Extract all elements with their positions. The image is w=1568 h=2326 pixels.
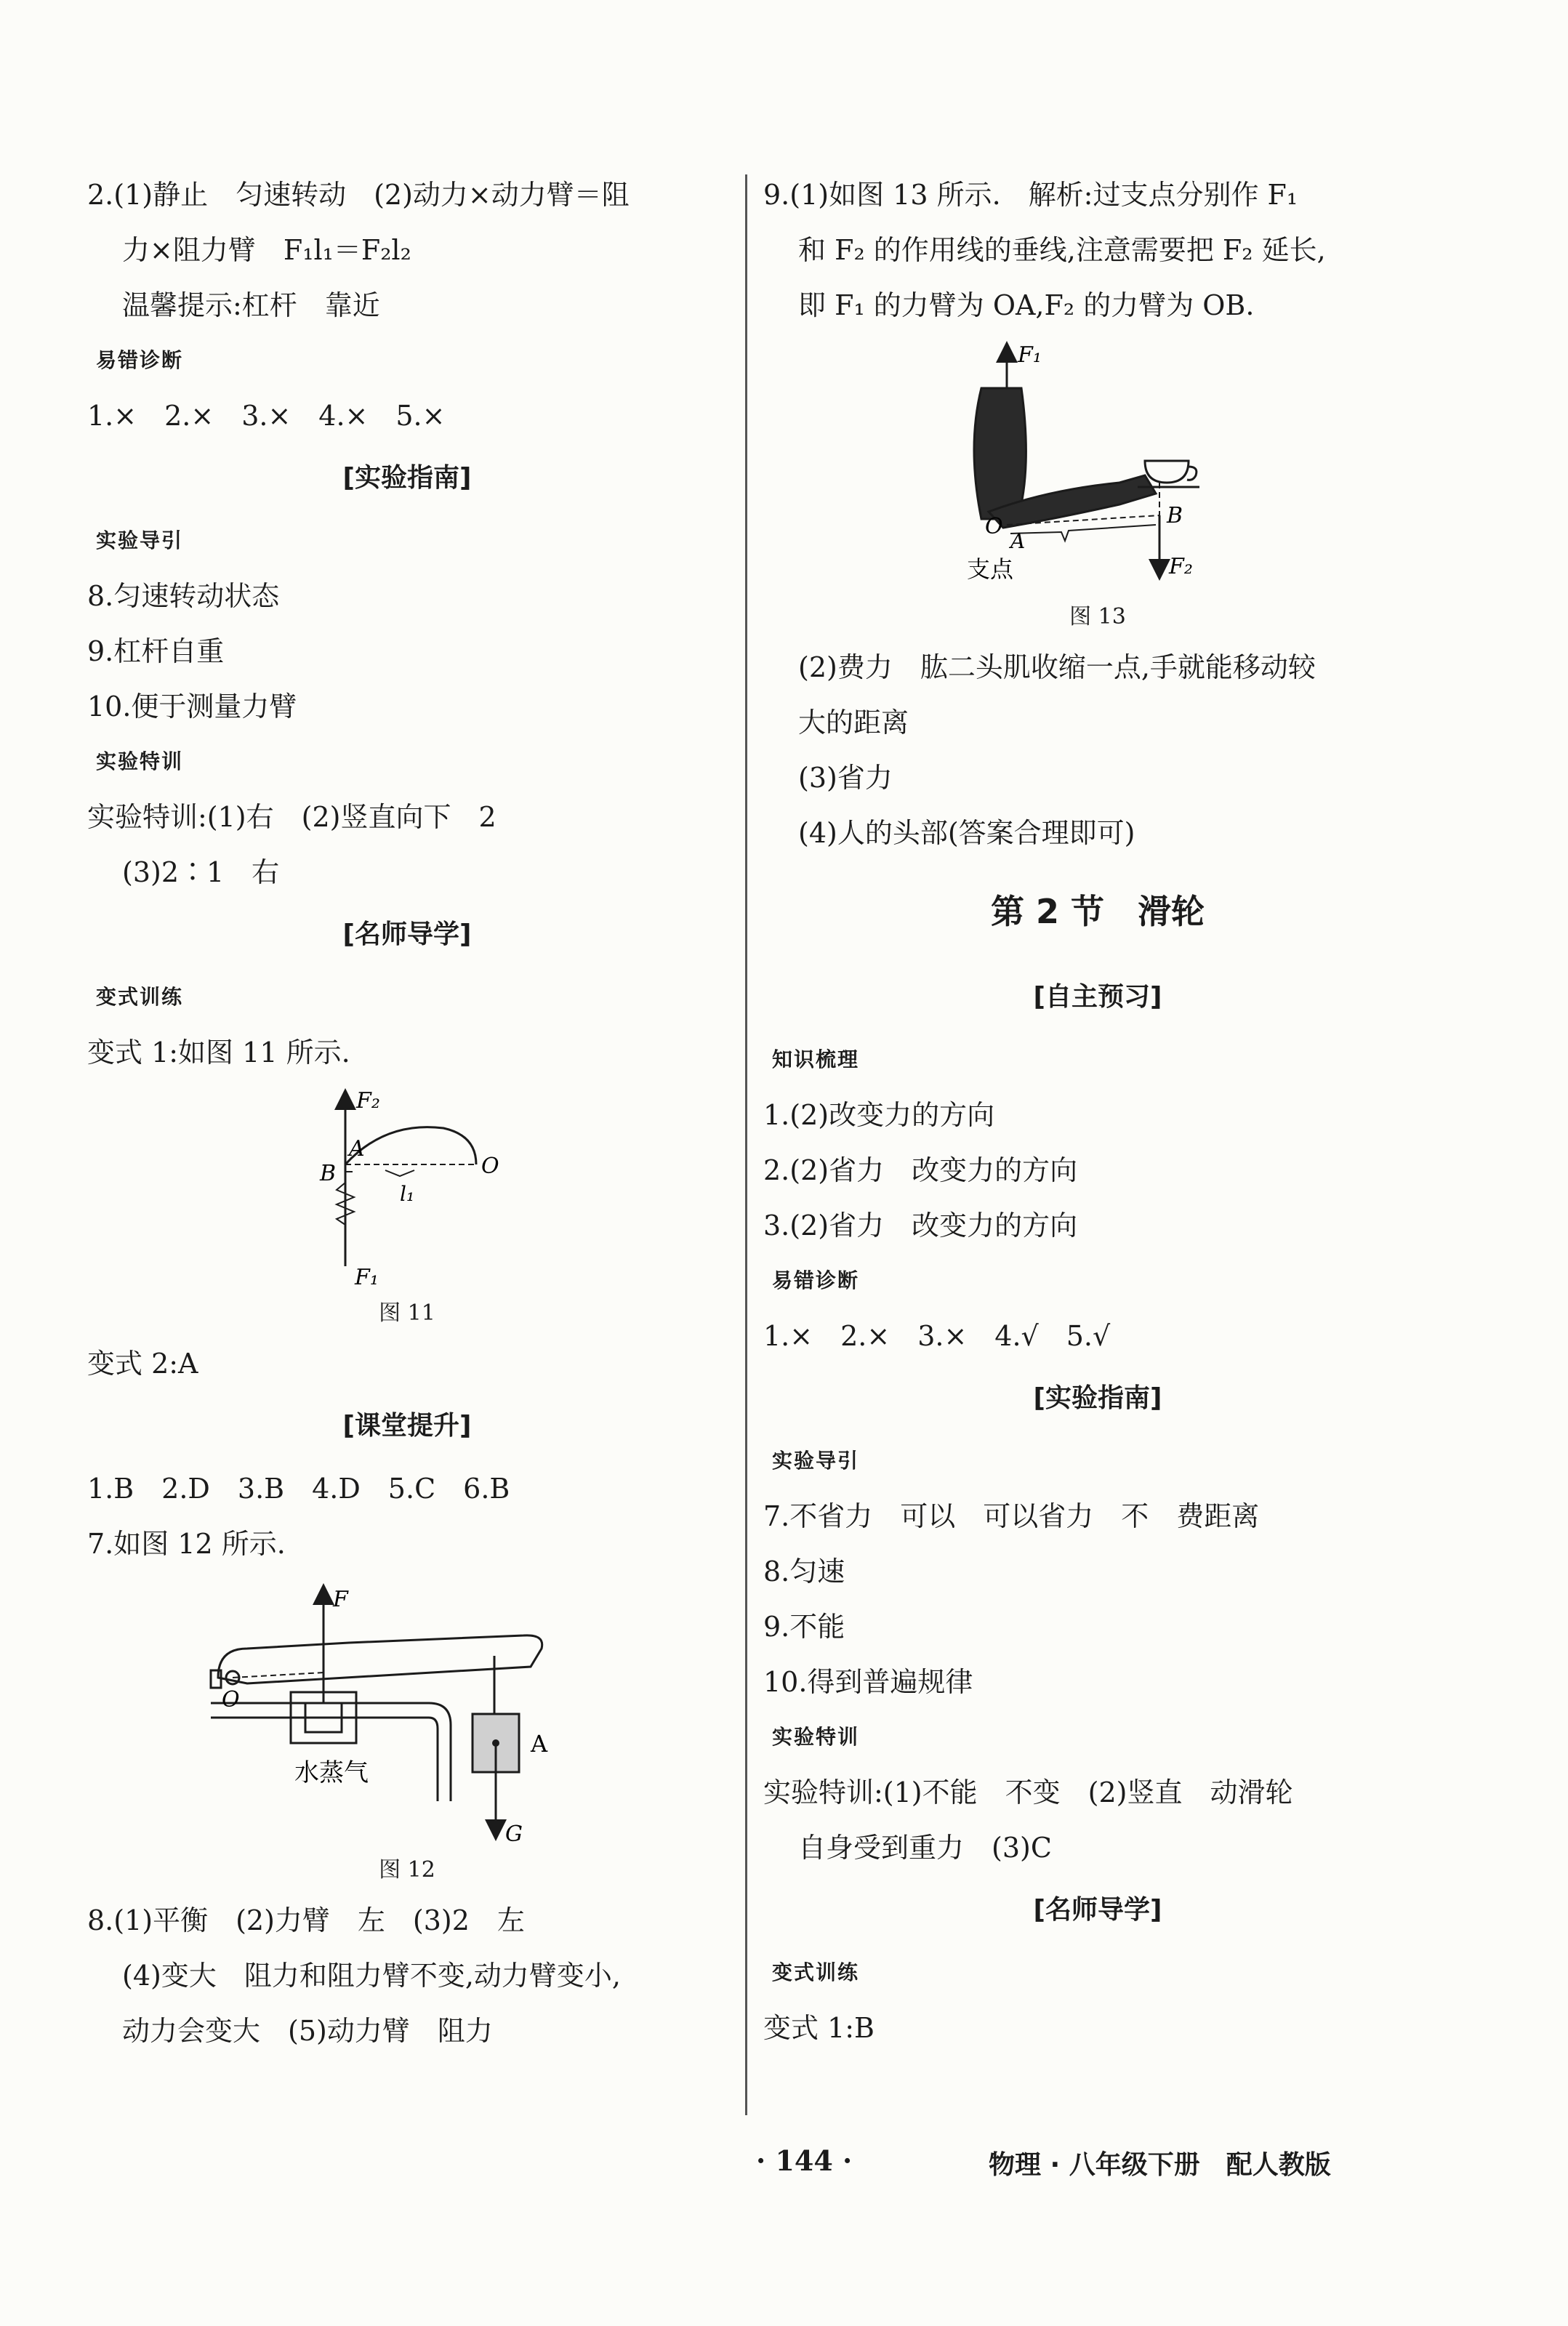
answer-line: 1.(2)改变力的方向 xyxy=(763,1099,995,1131)
section-ketang: [课堂提升] xyxy=(342,1411,472,1441)
label-daoyin: 实验导引 xyxy=(96,528,184,552)
answer-line: (3)省力 xyxy=(798,762,893,794)
answer-line: 1.B 2.D 3.B 4.D 5.C 6.B xyxy=(87,1473,510,1505)
answer-line: 9.不能 xyxy=(763,1611,845,1643)
f-label: F xyxy=(333,1587,348,1612)
pivot-label: 支点 xyxy=(967,555,1014,583)
answer-line: 2.(2)省力 改变力的方向 xyxy=(763,1154,1078,1186)
f1-label: F₁ xyxy=(1018,342,1042,368)
answer-line: 8.(1)平衡 (2)力臂 左 (3)2 左 xyxy=(87,1904,525,1936)
book-title: 物理 · 八年级下册 配人教版 xyxy=(989,2150,1331,2180)
answer-line: 9.杠杆自重 xyxy=(87,635,225,667)
right-column xyxy=(763,167,1432,2056)
o-label: O xyxy=(481,1154,499,1179)
answer-line: 动力会变大 (5)动力臂 阻力 xyxy=(122,2015,493,2047)
a-label: A xyxy=(1010,529,1026,553)
answer-line: 9.(1)如图 13 所示. 解析:过支点分别作 F₁ xyxy=(763,179,1298,211)
answer-line: (4)变大 阻力和阻力臂不变,动力臂变小, xyxy=(122,1960,621,1992)
answer-line: (4)人的头部(答案合理即可) xyxy=(798,817,1135,849)
answer-line: 实验特训:(1)右 (2)竖直向下 2 xyxy=(87,801,496,833)
answer-line: 变式 1:如图 11 所示. xyxy=(87,1037,350,1069)
label-texun: 实验特训 xyxy=(96,749,184,773)
answer-line: 7.不省力 可以 可以省力 不 费距离 xyxy=(763,1500,1260,1532)
answer-line: 力×阻力臂 F₁l₁＝F₂l₂ xyxy=(122,234,411,266)
label-texun: 实验特训 xyxy=(772,1725,860,1749)
answer-line: 大的距离 xyxy=(798,707,909,739)
answer-line: 8.匀速转动状态 xyxy=(87,580,280,612)
safety-valve-diagram xyxy=(182,1576,632,1852)
answer-line: 3.(2)省力 改变力的方向 xyxy=(763,1210,1078,1242)
answer-line: 2.(1)静止 匀速转动 (2)动力×动力臂＝阻 xyxy=(87,179,630,211)
label-bianshi: 变式训练 xyxy=(96,985,184,1009)
column-divider xyxy=(745,174,747,2115)
figure-caption: 图 11 xyxy=(379,1300,435,1326)
b-label: B xyxy=(1167,503,1183,528)
f1-label: F₁ xyxy=(355,1265,379,1290)
answer-line: 即 F₁ 的力臂为 OA,F₂ 的力臂为 OB. xyxy=(798,289,1255,321)
b-label: B xyxy=(320,1161,337,1186)
left-column xyxy=(87,167,727,2059)
answer-line: 8.匀速 xyxy=(763,1556,845,1587)
answer-line: 1.× 2.× 3.× 4.√ 5.√ xyxy=(763,1320,1111,1352)
page-footer xyxy=(0,2144,1568,2188)
forearm-lever-diagram xyxy=(938,337,1258,599)
answer-line: 实验特训:(1)不能 不变 (2)竖直 动滑轮 xyxy=(763,1776,1293,1808)
f2-label: F₂ xyxy=(1169,554,1193,579)
section-zizhu: [自主预习] xyxy=(1033,982,1162,1012)
figure-13 xyxy=(938,337,1258,635)
lever-diagram xyxy=(276,1084,538,1295)
section-title: 第 2 节 滑轮 xyxy=(990,892,1205,931)
section-shiyan: [实验指南] xyxy=(342,463,472,493)
answer-line: 变式 1:B xyxy=(763,2012,875,2044)
answer-line: (2)费力 肱二头肌收缩一点,手就能移动较 xyxy=(798,651,1316,683)
answer-line: 温馨提示:杠杆 靠近 xyxy=(122,289,380,321)
l1-label: l₁ xyxy=(400,1182,415,1206)
figure-11 xyxy=(276,1084,538,1332)
label-yicuo: 易错诊断 xyxy=(96,348,184,372)
answer-line: 变式 2:A xyxy=(87,1348,198,1380)
label-bianshi: 变式训练 xyxy=(772,1960,860,1984)
answer-line: 和 F₂ 的作用线的垂线,注意需要把 F₂ 延长, xyxy=(798,234,1326,266)
answer-line: 10.得到普遍规律 xyxy=(763,1666,973,1698)
section-shiyan: [实验指南] xyxy=(1033,1383,1162,1413)
g-label: G xyxy=(505,1822,523,1847)
f2-label: F₂ xyxy=(356,1088,380,1114)
answer-line: 10.便于测量力臂 xyxy=(87,691,297,723)
answer-line: (3)2∶1 右 xyxy=(122,856,280,888)
a-label: A xyxy=(531,1730,548,1758)
answer-line: 自身受到重力 (3)C xyxy=(798,1832,1052,1864)
answer-line: 1.× 2.× 3.× 4.× 5.× xyxy=(87,400,446,432)
label-zhishi: 知识梳理 xyxy=(772,1047,860,1071)
figure-12 xyxy=(182,1576,632,1888)
figure-caption: 图 12 xyxy=(379,1857,435,1883)
label-daoyin: 实验导引 xyxy=(772,1449,860,1473)
a-label: A xyxy=(349,1136,365,1162)
section-mingshi: [名师导学] xyxy=(342,919,472,949)
page-number: · 144 · xyxy=(756,2144,853,2177)
steam-label: 水蒸气 xyxy=(294,1758,369,1787)
section-mingshi: [名师导学] xyxy=(1033,1895,1162,1925)
figure-caption: 图 13 xyxy=(1069,604,1126,629)
answer-line: 7.如图 12 所示. xyxy=(87,1528,286,1560)
o-label: O xyxy=(222,1687,240,1713)
o-label: O xyxy=(985,514,1003,539)
label-yicuo: 易错诊断 xyxy=(772,1268,860,1292)
